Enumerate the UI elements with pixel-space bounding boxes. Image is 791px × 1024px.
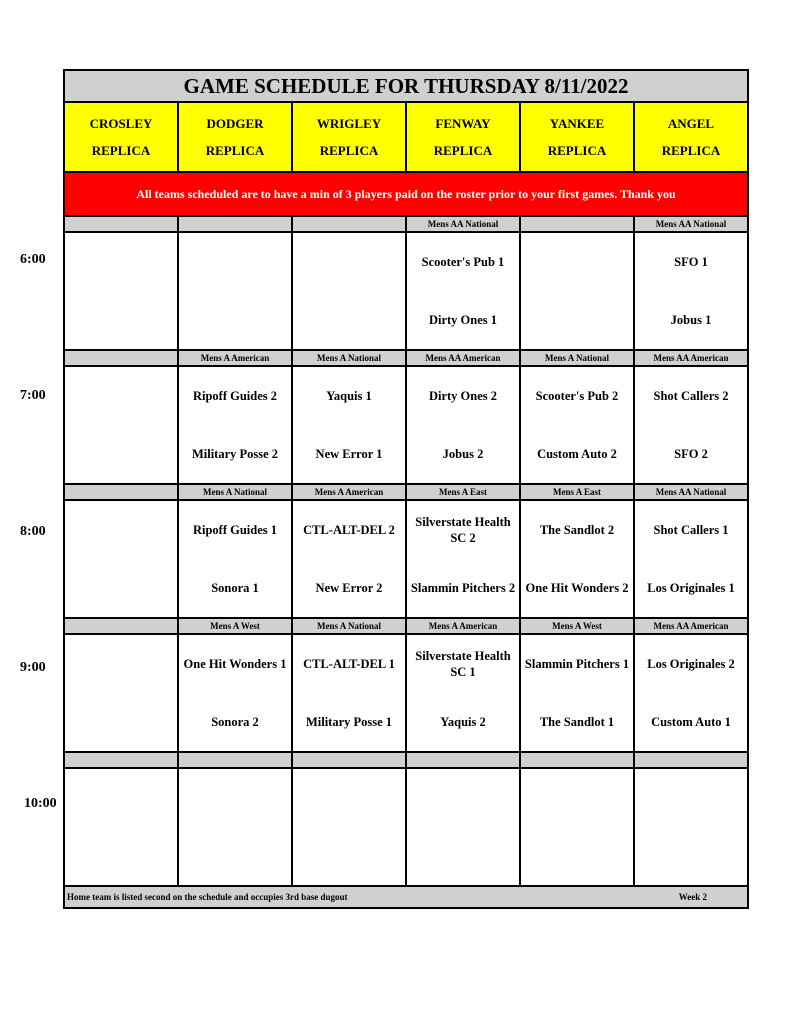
division-label: Mens A National [178, 484, 292, 500]
away-team: Silverstate Health SC 2 [415, 515, 511, 545]
time-label: 10:00 [24, 796, 57, 811]
roster-notice: All teams scheduled are to have a min of 3 players paid on the roster prior to your first games. Thank you [64, 172, 748, 216]
away-team [65, 367, 177, 425]
away-team [179, 233, 291, 291]
game-cell [64, 768, 178, 886]
game-cell [292, 500, 406, 618]
division-label: Mens A American [406, 618, 520, 634]
away-team: Los Originales 2 [647, 657, 735, 671]
home-team [521, 827, 633, 885]
page-title: GAME SCHEDULE FOR THURSDAY 8/11/2022 [64, 70, 748, 102]
field-header [292, 102, 406, 172]
footer-bar [64, 886, 748, 908]
home-team: Yaquis 2 [440, 715, 486, 729]
field-header [406, 102, 520, 172]
division-label: Mens AA American [406, 350, 520, 366]
home-team [65, 827, 177, 885]
time-label: 8:00 [20, 524, 46, 539]
game-cell [634, 500, 748, 618]
division-label: Mens AA National [634, 216, 748, 232]
home-team: Sonora 1 [211, 581, 259, 595]
time-label: 6:00 [20, 252, 46, 267]
game-cell [292, 634, 406, 752]
away-team: The Sandlot 2 [539, 523, 615, 537]
game-cell [634, 634, 748, 752]
game-cell [178, 232, 292, 350]
field-sub: REPLICA [547, 143, 607, 158]
division-label [292, 752, 406, 768]
game-cell [64, 634, 178, 752]
away-team: CTL-ALT-DEL 2 [303, 523, 395, 537]
division-row [64, 752, 748, 768]
away-team: Ripoff Guides 1 [192, 523, 278, 537]
game-cell [520, 500, 634, 618]
away-team [293, 233, 405, 291]
away-team: Slammin Pitchers 1 [524, 657, 630, 671]
field-header-row [64, 102, 748, 172]
away-team: SFO 1 [674, 255, 708, 269]
home-team [65, 559, 177, 617]
away-team: Yaquis 1 [326, 389, 372, 403]
away-team: One Hit Wonders 1 [183, 657, 287, 671]
home-team: Military Posse 1 [305, 715, 393, 729]
game-cell [634, 232, 748, 350]
home-team: One Hit Wonders 2 [525, 581, 629, 595]
field-header [178, 102, 292, 172]
division-label [64, 484, 178, 500]
game-cell [64, 232, 178, 350]
home-team: Sonora 2 [211, 715, 259, 729]
home-team [635, 827, 747, 885]
time-label: 9:00 [20, 660, 46, 675]
away-team: Scooter's Pub 2 [535, 389, 619, 403]
division-row [64, 216, 748, 232]
away-team [293, 769, 405, 827]
away-team: CTL-ALT-DEL 1 [303, 657, 395, 671]
away-team [521, 769, 633, 827]
game-cell [292, 768, 406, 886]
field-name: YANKEE [549, 116, 605, 131]
game-cell [406, 500, 520, 618]
away-team: Shot Callers 1 [653, 523, 729, 537]
division-label: Mens A National [520, 350, 634, 366]
division-label [292, 216, 406, 232]
division-label [406, 752, 520, 768]
division-label: Mens A West [178, 618, 292, 634]
away-team [65, 501, 177, 559]
field-name: DODGER [206, 116, 264, 131]
field-name: CROSLEY [89, 116, 153, 131]
away-team [635, 769, 747, 827]
home-team: SFO 2 [674, 447, 708, 461]
game-cell [406, 634, 520, 752]
game-row [64, 634, 748, 752]
game-cell [406, 232, 520, 350]
footer-note: Home team is listed second on the schedule and occupies 3rd base dugout [67, 892, 348, 902]
away-team [65, 233, 177, 291]
away-team [65, 635, 177, 693]
home-team [65, 693, 177, 751]
field-header [520, 102, 634, 172]
game-row [64, 500, 748, 618]
home-team [521, 291, 633, 349]
week-label: Week 2 [678, 892, 707, 902]
division-label: Mens AA National [634, 484, 748, 500]
time-label: 7:00 [20, 388, 46, 403]
home-team [179, 291, 291, 349]
division-label [64, 752, 178, 768]
home-team: Custom Auto 1 [651, 715, 731, 729]
away-team: Dirty Ones 2 [428, 389, 498, 403]
game-cell [520, 634, 634, 752]
home-team: Slammin Pitchers 2 [410, 581, 516, 595]
division-label [64, 216, 178, 232]
home-team: New Error 2 [315, 581, 383, 595]
home-team [293, 291, 405, 349]
time-slots [64, 216, 748, 886]
game-cell [64, 366, 178, 484]
division-label: Mens A East [520, 484, 634, 500]
game-row [64, 366, 748, 484]
home-team [65, 425, 177, 483]
game-cell [634, 768, 748, 886]
division-label: Mens A National [292, 350, 406, 366]
division-label: Mens A East [406, 484, 520, 500]
game-cell [178, 366, 292, 484]
field-name: WRIGLEY [316, 116, 382, 131]
division-row [64, 484, 748, 500]
home-team: New Error 1 [315, 447, 383, 461]
home-team: Military Posse 2 [191, 447, 279, 461]
division-label: Mens AA National [406, 216, 520, 232]
game-cell [178, 500, 292, 618]
away-team [521, 233, 633, 291]
division-label: Mens A National [292, 618, 406, 634]
division-label: Mens A West [520, 618, 634, 634]
field-name: FENWAY [435, 116, 491, 131]
home-team: Jobus 1 [670, 313, 712, 327]
away-team: Silverstate Health SC 1 [415, 649, 511, 679]
game-cell [520, 768, 634, 886]
field-header [634, 102, 748, 172]
game-cell [292, 366, 406, 484]
field-sub: REPLICA [319, 143, 379, 158]
home-team [179, 827, 291, 885]
game-cell [292, 232, 406, 350]
division-label [64, 618, 178, 634]
field-sub: REPLICA [91, 143, 151, 158]
field-sub: REPLICA [433, 143, 493, 158]
away-team: Ripoff Guides 2 [192, 389, 278, 403]
away-team: Shot Callers 2 [653, 389, 729, 403]
away-team: Scooter's Pub 1 [421, 255, 505, 269]
division-row [64, 350, 748, 366]
game-cell [406, 768, 520, 886]
field-sub: REPLICA [661, 143, 721, 158]
home-team: Custom Auto 2 [537, 447, 617, 461]
game-cell [634, 366, 748, 484]
home-team [65, 291, 177, 349]
away-team [179, 769, 291, 827]
game-cell [178, 634, 292, 752]
division-label [178, 216, 292, 232]
home-team [407, 827, 519, 885]
division-label [634, 752, 748, 768]
division-label [178, 752, 292, 768]
division-label: Mens A American [178, 350, 292, 366]
division-label [520, 752, 634, 768]
division-label [520, 216, 634, 232]
home-team: Los Originales 1 [647, 581, 735, 595]
division-row [64, 618, 748, 634]
game-cell [520, 366, 634, 484]
division-label: Mens A American [292, 484, 406, 500]
division-label [64, 350, 178, 366]
game-cell [178, 768, 292, 886]
game-row [64, 232, 748, 350]
home-team: The Sandlot 1 [539, 715, 615, 729]
schedule-table [63, 69, 749, 909]
away-team [407, 769, 519, 827]
division-label: Mens AA American [634, 618, 748, 634]
home-team: Jobus 2 [442, 447, 484, 461]
division-label: Mens AA American [634, 350, 748, 366]
field-sub: REPLICA [205, 143, 265, 158]
field-header [64, 102, 178, 172]
home-team [293, 827, 405, 885]
home-team: Dirty Ones 1 [428, 313, 498, 327]
game-cell [64, 500, 178, 618]
away-team [65, 769, 177, 827]
game-row [64, 768, 748, 886]
game-cell [406, 366, 520, 484]
field-name: ANGEL [667, 116, 715, 131]
game-cell [520, 232, 634, 350]
